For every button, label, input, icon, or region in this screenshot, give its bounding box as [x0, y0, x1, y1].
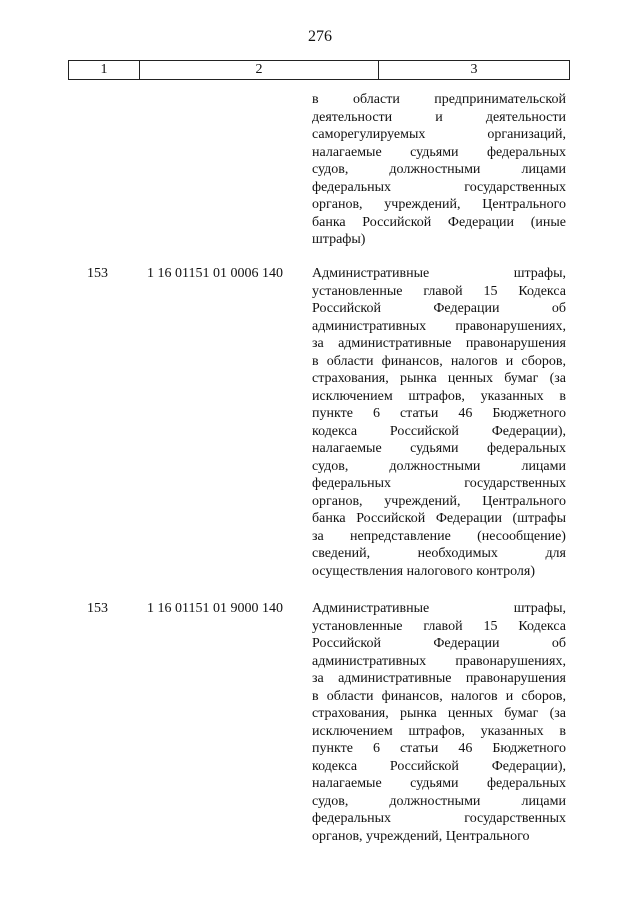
description-line: за непредставление (несообщение) — [312, 528, 566, 544]
description-line: за административные правонарушения — [312, 671, 566, 686]
description-line: федеральных государственных — [312, 811, 566, 826]
description-line: в области финансов, налогов и сборов, — [312, 688, 566, 704]
header-col-2: 2 — [140, 61, 379, 79]
description-line: судов, должностными лицами — [312, 458, 566, 474]
description-line: в области предпринимательской — [312, 92, 566, 107]
description-line: в области финансов, налогов и сборов, — [312, 353, 566, 369]
header-col-1: 1 — [69, 61, 140, 79]
row-number: 153 — [87, 601, 108, 616]
description-line: установленные главой 15 Кодекса — [312, 283, 566, 299]
row-description — [312, 91, 566, 249]
description-line: налагаемые судьями федеральных — [312, 776, 566, 791]
description-line: федеральных государственных — [312, 476, 566, 491]
description-line: Российской Федерации об — [312, 636, 566, 651]
row-code: 1 16 01151 01 0006 140 — [147, 266, 283, 281]
description-line: кодекса Российской Федерации), — [312, 758, 566, 774]
description-line: пункте 6 статьи 46 Бюджетного — [312, 406, 566, 421]
description-line: налагаемые судьями федеральных — [312, 441, 566, 456]
header-col-3: 3 — [470, 62, 478, 77]
description-line: исключением штрафов, указанных в — [312, 388, 566, 404]
description-line: саморегулируемых организаций, — [312, 127, 566, 142]
row-number: 153 — [87, 266, 108, 281]
table-header — [68, 60, 570, 80]
description-line: штрафы) — [312, 232, 366, 247]
row-description — [312, 600, 566, 845]
description-line: банка Российской Федерации (штрафы — [312, 511, 566, 526]
description-line: административных правонарушениях, — [312, 318, 566, 334]
description-line: пункте 6 статьи 46 Бюджетного — [312, 741, 566, 756]
description-line: страхования, рынка ценных бумаг (за — [312, 706, 566, 721]
description-line: Административные штрафы, — [312, 601, 566, 616]
description-line: административных правонарушениях, — [312, 653, 566, 669]
description-line: Административные штрафы, — [312, 266, 566, 281]
description-line: федеральных государственных — [312, 179, 566, 195]
page-number: 276 — [308, 28, 332, 45]
description-line: органов, учреждений, Центрального — [312, 828, 530, 844]
description-line: исключением штрафов, указанных в — [312, 723, 566, 739]
description-line: судов, должностными лицами — [312, 793, 566, 809]
description-line: установленные главой 15 Кодекса — [312, 618, 566, 634]
description-line: органов, учреждений, Центрального — [312, 197, 566, 212]
description-line: деятельности и деятельности — [312, 109, 566, 125]
description-line: страхования, рынка ценных бумаг (за — [312, 371, 566, 386]
description-line: судов, должностными лицами — [312, 162, 566, 177]
description-line: за административные правонарушения — [312, 336, 566, 351]
description-line: осуществления налогового контроля) — [312, 563, 535, 579]
row-code: 1 16 01151 01 9000 140 — [147, 601, 283, 616]
description-line: банка Российской Федерации (иные — [312, 214, 566, 230]
description-line: кодекса Российской Федерации), — [312, 423, 566, 439]
description-line: органов, учреждений, Центрального — [312, 493, 566, 509]
row-description — [312, 265, 566, 580]
description-line: Российской Федерации об — [312, 301, 566, 316]
description-line: налагаемые судьями федеральных — [312, 144, 566, 160]
description-line: сведений, необходимых для — [312, 546, 566, 561]
